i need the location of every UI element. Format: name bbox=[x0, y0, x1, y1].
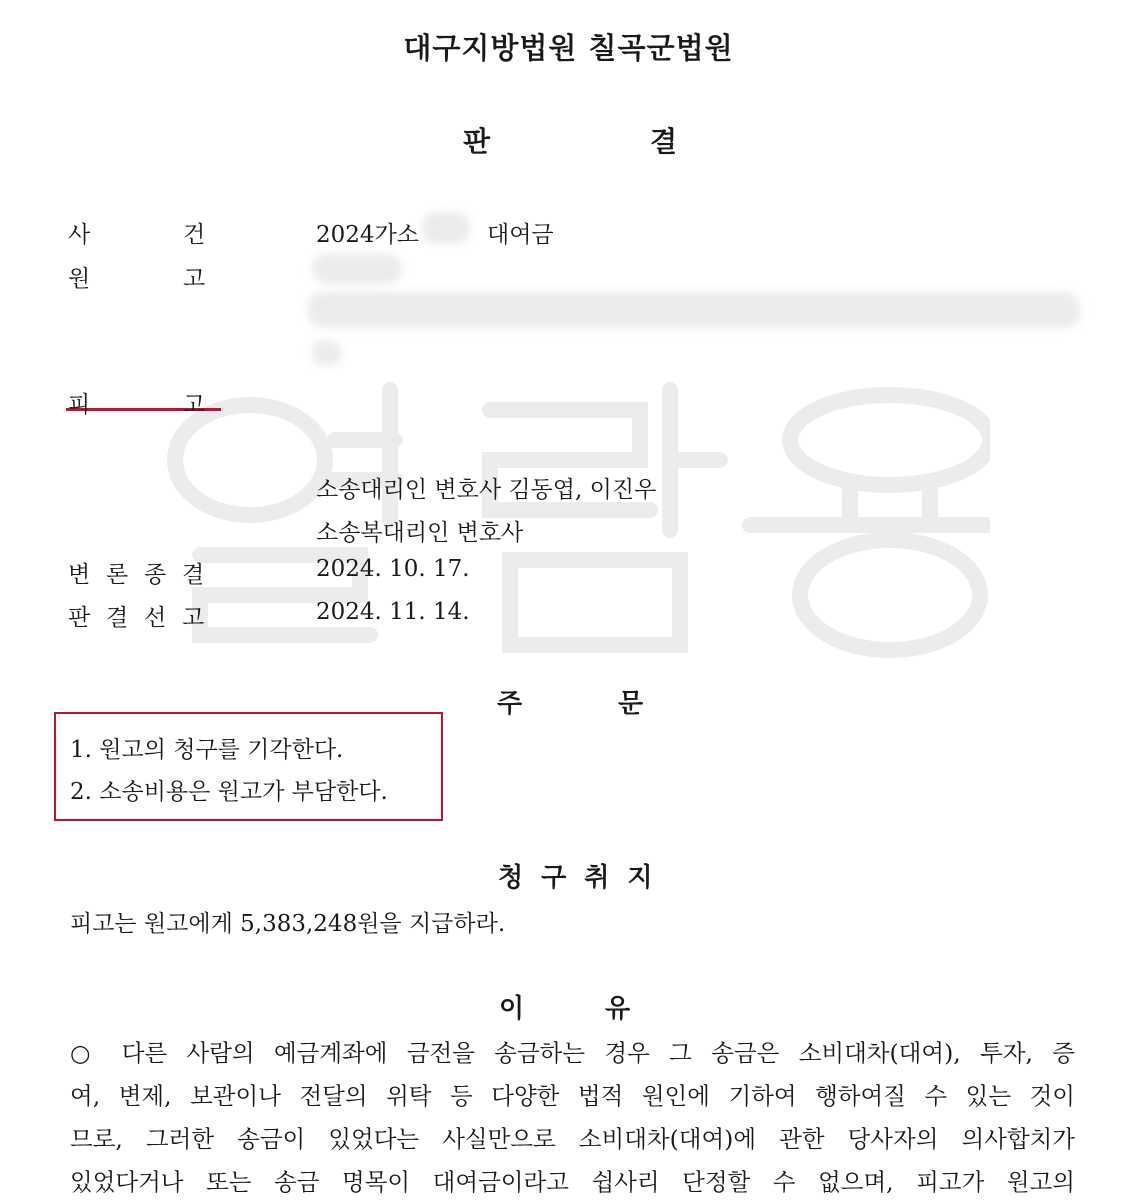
doc-title-char-1: 판 bbox=[463, 125, 491, 158]
plaintiff-label-char: 고 bbox=[183, 266, 207, 292]
watermark-image bbox=[160, 380, 990, 670]
reason-heading-char-2: 유 bbox=[605, 994, 631, 1024]
case-number: 2024가소 bbox=[316, 222, 419, 248]
claim-heading-char: 청 bbox=[498, 863, 542, 893]
order-heading-char-2: 문 bbox=[618, 689, 644, 719]
closing-label-char: 변 bbox=[68, 562, 92, 588]
sentencing-label bbox=[68, 599, 205, 632]
claim-text: 피고는 원고에게 5,383,248원을 지급하라. bbox=[70, 911, 506, 937]
redaction-block bbox=[312, 254, 402, 284]
case-label-char: 사 bbox=[68, 222, 92, 248]
reason-line: 므로, 그러한 송금이 있었다는 사실만으로 소비대차(대여)에 관한 당사자의 의사합치가 bbox=[70, 1125, 1075, 1153]
closing-label-char: 결 bbox=[182, 562, 206, 588]
doc-title-char-2: 결 bbox=[650, 125, 678, 158]
reason-line: ○ 다른 사람의 예금계좌에 금전을 송금하는 경우 그 송금은 소비대차(대여), 투자, 증 bbox=[70, 1039, 1075, 1067]
redaction-block bbox=[308, 292, 1080, 328]
order-heading-char-1: 주 bbox=[497, 689, 523, 719]
redaction-block bbox=[312, 340, 342, 366]
claim-heading-char: 지 bbox=[627, 863, 671, 893]
case-name: 대여금 bbox=[487, 222, 554, 248]
sentencing-label-char: 판 bbox=[68, 605, 92, 631]
reason-line: 여, 변제, 보관이나 전달의 위탁 등 다양한 법적 원인에 기하여 행하여질 수 있는 것이 bbox=[70, 1082, 1075, 1110]
closing-label-char: 론 bbox=[106, 562, 130, 588]
closing-label bbox=[68, 556, 205, 589]
plaintiff-label bbox=[68, 260, 206, 293]
order-item: 2. 소송비용은 원고가 부담한다. bbox=[70, 779, 388, 805]
case-label bbox=[68, 216, 206, 249]
case-label-char: 건 bbox=[183, 222, 207, 248]
sentencing-label-char: 고 bbox=[182, 605, 206, 631]
defendant-label-char: 피 bbox=[68, 392, 92, 418]
sentencing-label-char: 결 bbox=[106, 605, 130, 631]
defendant-counsel: 소송대리인 변호사 김동엽, 이진우 bbox=[316, 477, 657, 503]
sentencing-date: 2024. 11. 14. bbox=[316, 599, 470, 625]
order-item: 1. 원고의 청구를 기각한다. bbox=[70, 737, 344, 763]
claim-heading bbox=[498, 857, 671, 894]
closing-label-char: 종 bbox=[144, 562, 168, 588]
reason-line: 있었다거나 또는 송금 명목이 대여금이라고 쉽사리 단정할 수 없으며, 피고가 원고의 bbox=[70, 1168, 1075, 1196]
sentencing-label-char: 선 bbox=[144, 605, 168, 631]
closing-date: 2024. 10. 17. bbox=[316, 556, 470, 582]
plaintiff-label-char: 원 bbox=[68, 266, 92, 292]
reason-heading-char-1: 이 bbox=[499, 994, 525, 1024]
claim-heading-char: 구 bbox=[541, 863, 585, 893]
redaction-block bbox=[422, 212, 470, 244]
defendant-label-char: 고 bbox=[183, 392, 207, 418]
defendant-label bbox=[68, 386, 206, 419]
claim-heading-char: 취 bbox=[584, 863, 628, 893]
defendant-sub-counsel: 소송복대리인 변호사 bbox=[316, 520, 524, 546]
court-name: 대구지방법원 칠곡군법원 bbox=[403, 31, 734, 65]
